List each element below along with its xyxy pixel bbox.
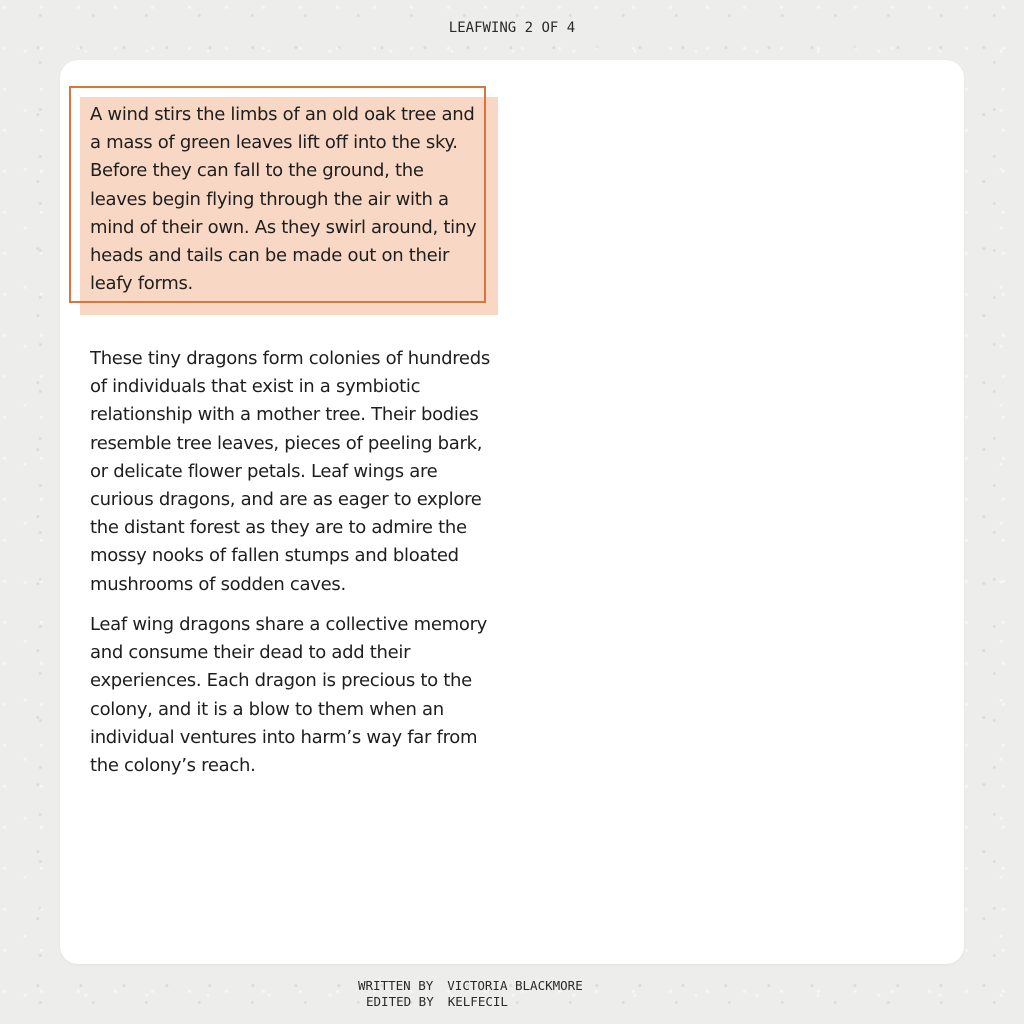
edited-by-label: EDITED BY bbox=[366, 994, 434, 1009]
callout-text: A wind stirs the limbs of an old oak tree and a mass of green leaves lift off into the sky. Before they can fall to the ground, the leaves begin flying through the air with a mind of their own. As they swirl around, tiny heads and tails can be made out on their leafy forms. bbox=[90, 104, 477, 295]
intro-callout bbox=[69, 86, 489, 306]
body-paragraph-2: Leaf wing dragons share a collective memory and consume their dead to add their experiences. Each dragon is precious to the colony, and it is a blow to them when an individual ventures into harm’s way far from the colony’s reach. bbox=[90, 614, 488, 777]
body-paragraph-1: These tiny dragons form colonies of hundreds of individuals that exist in a symbiotic relationship with a mother tree. Their bodies resemble tree leaves, pieces of peeling bark, or delicate flower petals. Leaf wings are curious dragons, and are as eager to explore the distant forest as they are to admire the mossy nooks of fallen stumps and bloated mushrooms of sodden caves. bbox=[90, 348, 490, 595]
edited-by-line bbox=[366, 994, 508, 1010]
editor-name: KELFECIL bbox=[447, 994, 508, 1009]
content-card bbox=[60, 60, 964, 964]
page-title: LEAFWING 2 OF 4 bbox=[448, 20, 576, 36]
written-by-label: WRITTEN BY bbox=[358, 978, 434, 993]
written-by-line bbox=[358, 978, 583, 994]
author-name: VICTORIA BLACKMORE bbox=[447, 978, 583, 993]
